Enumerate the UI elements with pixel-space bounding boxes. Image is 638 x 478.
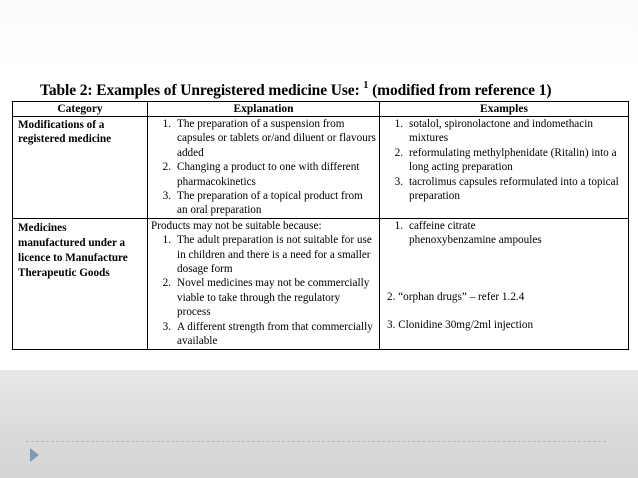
examples-cell — [380, 117, 629, 219]
list-item: 3. tacrolimus capsules reformulated into a topical preparation — [394, 175, 619, 203]
list-item: 1. The adult preparation is not suitable for use in children and there is a need for a smaller dosage form — [162, 234, 372, 276]
play-triangle-icon — [30, 448, 39, 462]
title-reference-superscript: 1 — [363, 80, 369, 91]
list-item: 3. The preparation of a topical product from an oral preparation — [162, 190, 363, 217]
slide-bottom-band — [0, 370, 638, 478]
slide-top-band — [0, 0, 638, 72]
table-title-suffix: (modified from reference 1) — [368, 82, 552, 99]
list-item: 3. Clonidine 30mg/2ml injection — [387, 319, 534, 332]
header-explanation: Explanation — [148, 102, 380, 117]
examples-table — [12, 101, 629, 350]
explanation-lead: Products may not be suitable because: — [151, 219, 322, 232]
list-item: 2. reformulating methylphenidate (Ritalin) into a long acting preparation — [394, 146, 617, 174]
table-row — [13, 218, 629, 349]
list-spacer — [383, 304, 625, 318]
explanation-cell — [148, 117, 380, 219]
header-category: Category — [13, 102, 148, 117]
list-spacer — [383, 248, 625, 290]
examples-list — [383, 219, 625, 333]
table-title-text: Table 2: Examples of Unregistered medicine Use: — [40, 82, 364, 99]
table-title — [40, 80, 551, 100]
category-cell — [13, 117, 148, 219]
table-row — [13, 117, 629, 219]
examples-cell — [380, 218, 629, 349]
header-row — [13, 102, 629, 117]
category-text: Medicines manufactured under a licence to Manufacture Therapeutic Goods — [18, 221, 128, 280]
explanation-list — [151, 233, 376, 348]
list-item: 2. Novel medicines may not be commercially viable to take through the regulatory process — [162, 277, 370, 319]
list-item: 1. caffeine citrate phenoxybenzamine ampoules — [394, 219, 542, 247]
list-item: 1. The preparation of a suspension from capsules or tablets or/and diluent or flavours added — [162, 118, 376, 159]
list-item: 1. sotalol, spironolactone and indomethacin mixtures — [394, 118, 593, 145]
explanation-list — [151, 117, 376, 218]
explanation-cell — [148, 218, 380, 349]
footer-divider — [26, 441, 606, 442]
list-item: 2. Changing a product to one with different pharmacokinetics — [162, 161, 360, 188]
header-examples: Examples — [380, 102, 629, 117]
list-item: 2. “orphan drugs” – refer 1.2.4 — [387, 290, 525, 303]
category-cell — [13, 218, 148, 349]
examples-list — [383, 117, 625, 203]
category-text: Modifications of a registered medicine — [18, 119, 112, 146]
list-item: 3. A different strength from that commercially available — [162, 320, 373, 348]
